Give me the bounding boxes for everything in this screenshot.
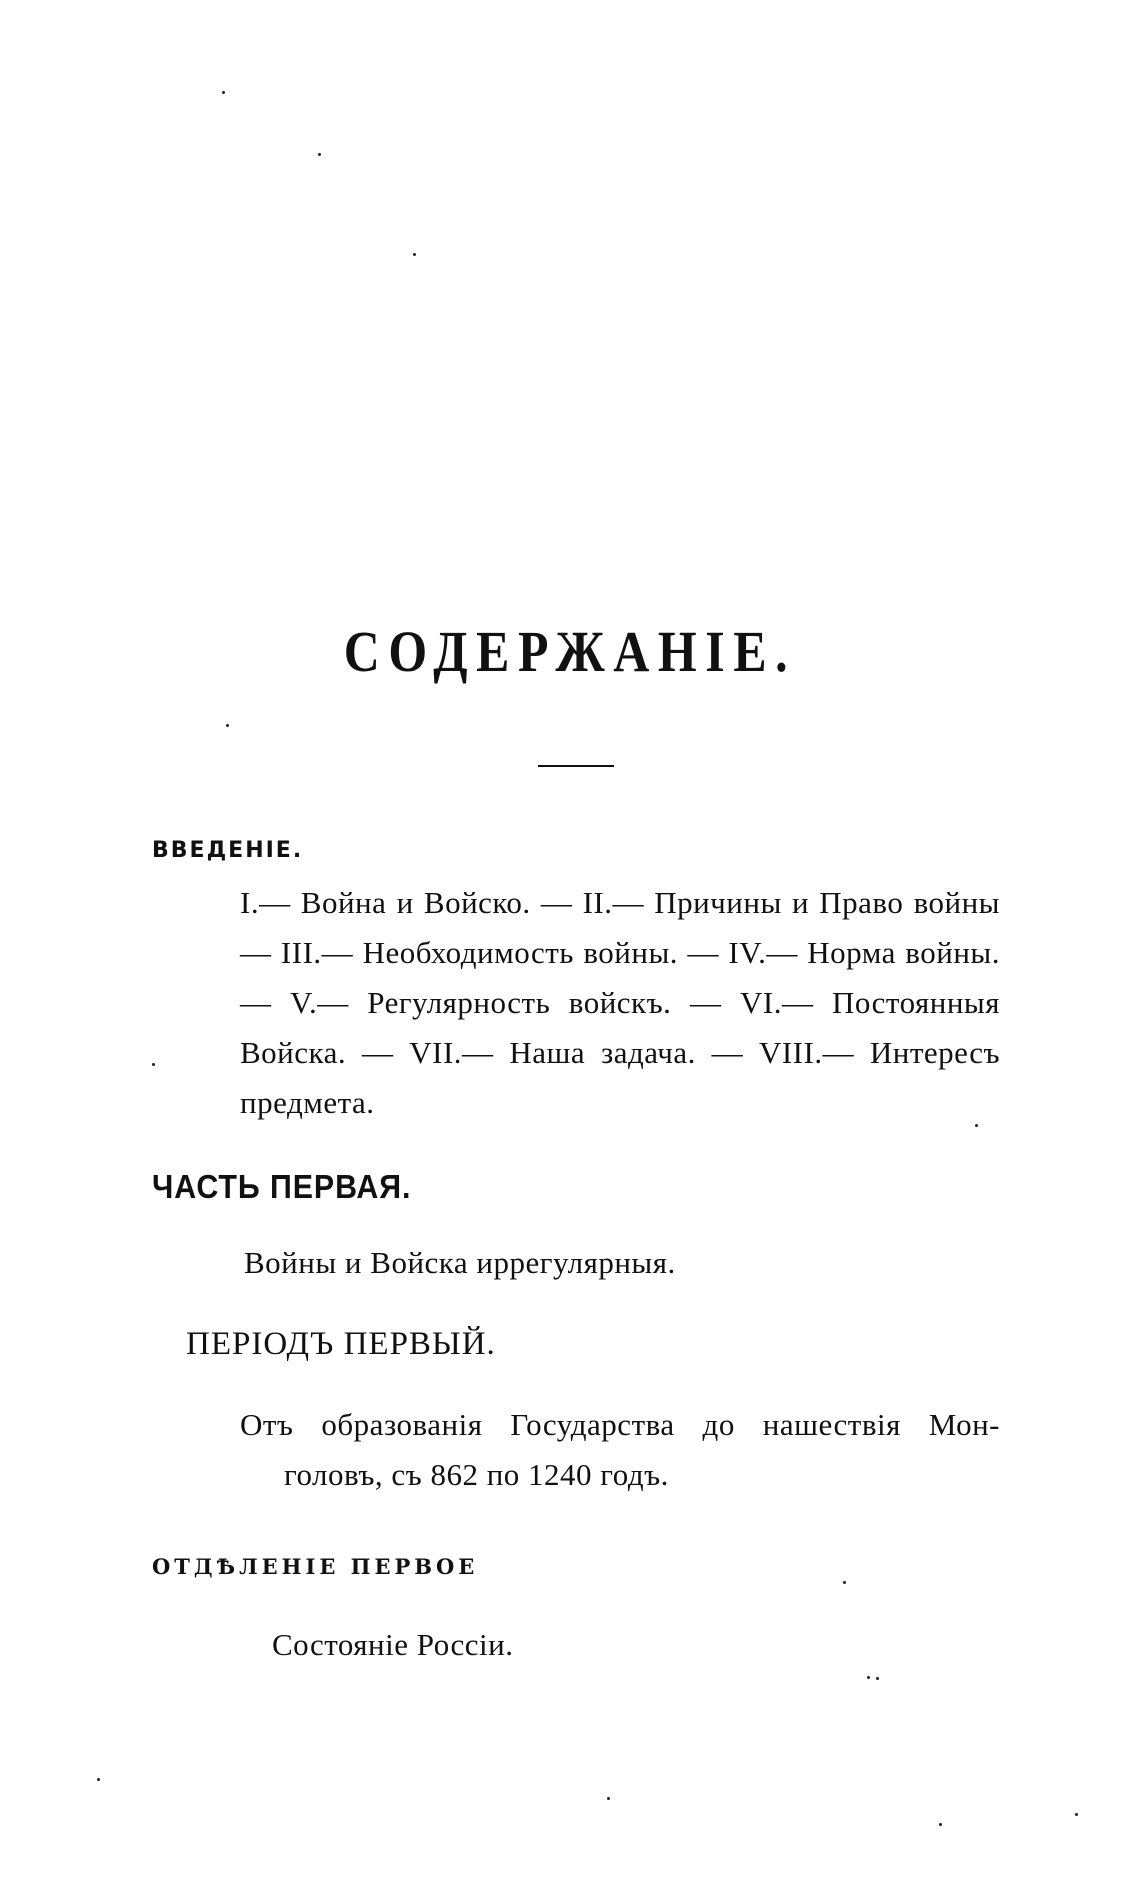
period-one-heading: ПЕРІОДЪ ПЕРВЫЙ. — [186, 1326, 496, 1362]
print-speck — [939, 1823, 942, 1826]
page-title: СОДЕРЖАНІЕ. — [343, 619, 797, 684]
title-rule — [538, 765, 614, 767]
print-speck — [876, 1677, 879, 1680]
period-one-description — [240, 1400, 1000, 1500]
period-one-description-line2: головъ, съ 862 по 1240 годъ. — [284, 1457, 669, 1492]
print-speck — [607, 1797, 610, 1800]
print-speck — [867, 1676, 870, 1679]
introduction-heading: ВВЕДЕНІЕ. — [152, 838, 304, 863]
print-speck — [1075, 1813, 1078, 1816]
print-speck — [152, 1063, 155, 1066]
period-one-description-line1: Отъ образованія Государства до нашествія Мон- — [240, 1407, 1000, 1442]
print-speck — [222, 91, 225, 94]
part-one-heading: ЧАСТЬ ПЕРВАЯ. — [152, 1168, 412, 1205]
print-speck — [843, 1581, 846, 1584]
print-speck — [318, 153, 321, 156]
print-speck — [413, 253, 416, 256]
section-one-description: Состояніе Россіи. — [272, 1627, 514, 1662]
part-one-description: Войны и Войска иррегулярныя. — [244, 1245, 676, 1280]
introduction-text: I.— Война и Войско. — II.— Причины и Право войны — III.— Необходимость войны. — IV.— Норма войны. — V.— Регулярность войскъ. — VI.— Постоянныя Войска. — VII.— Наша задача. — VIII.— Интересъ предмета. — [240, 885, 1000, 1120]
print-speck — [97, 1778, 100, 1781]
print-speck — [226, 724, 229, 727]
section-one-heading: ОТДѢЛЕНІЕ ПЕРВОЕ — [152, 1554, 479, 1579]
